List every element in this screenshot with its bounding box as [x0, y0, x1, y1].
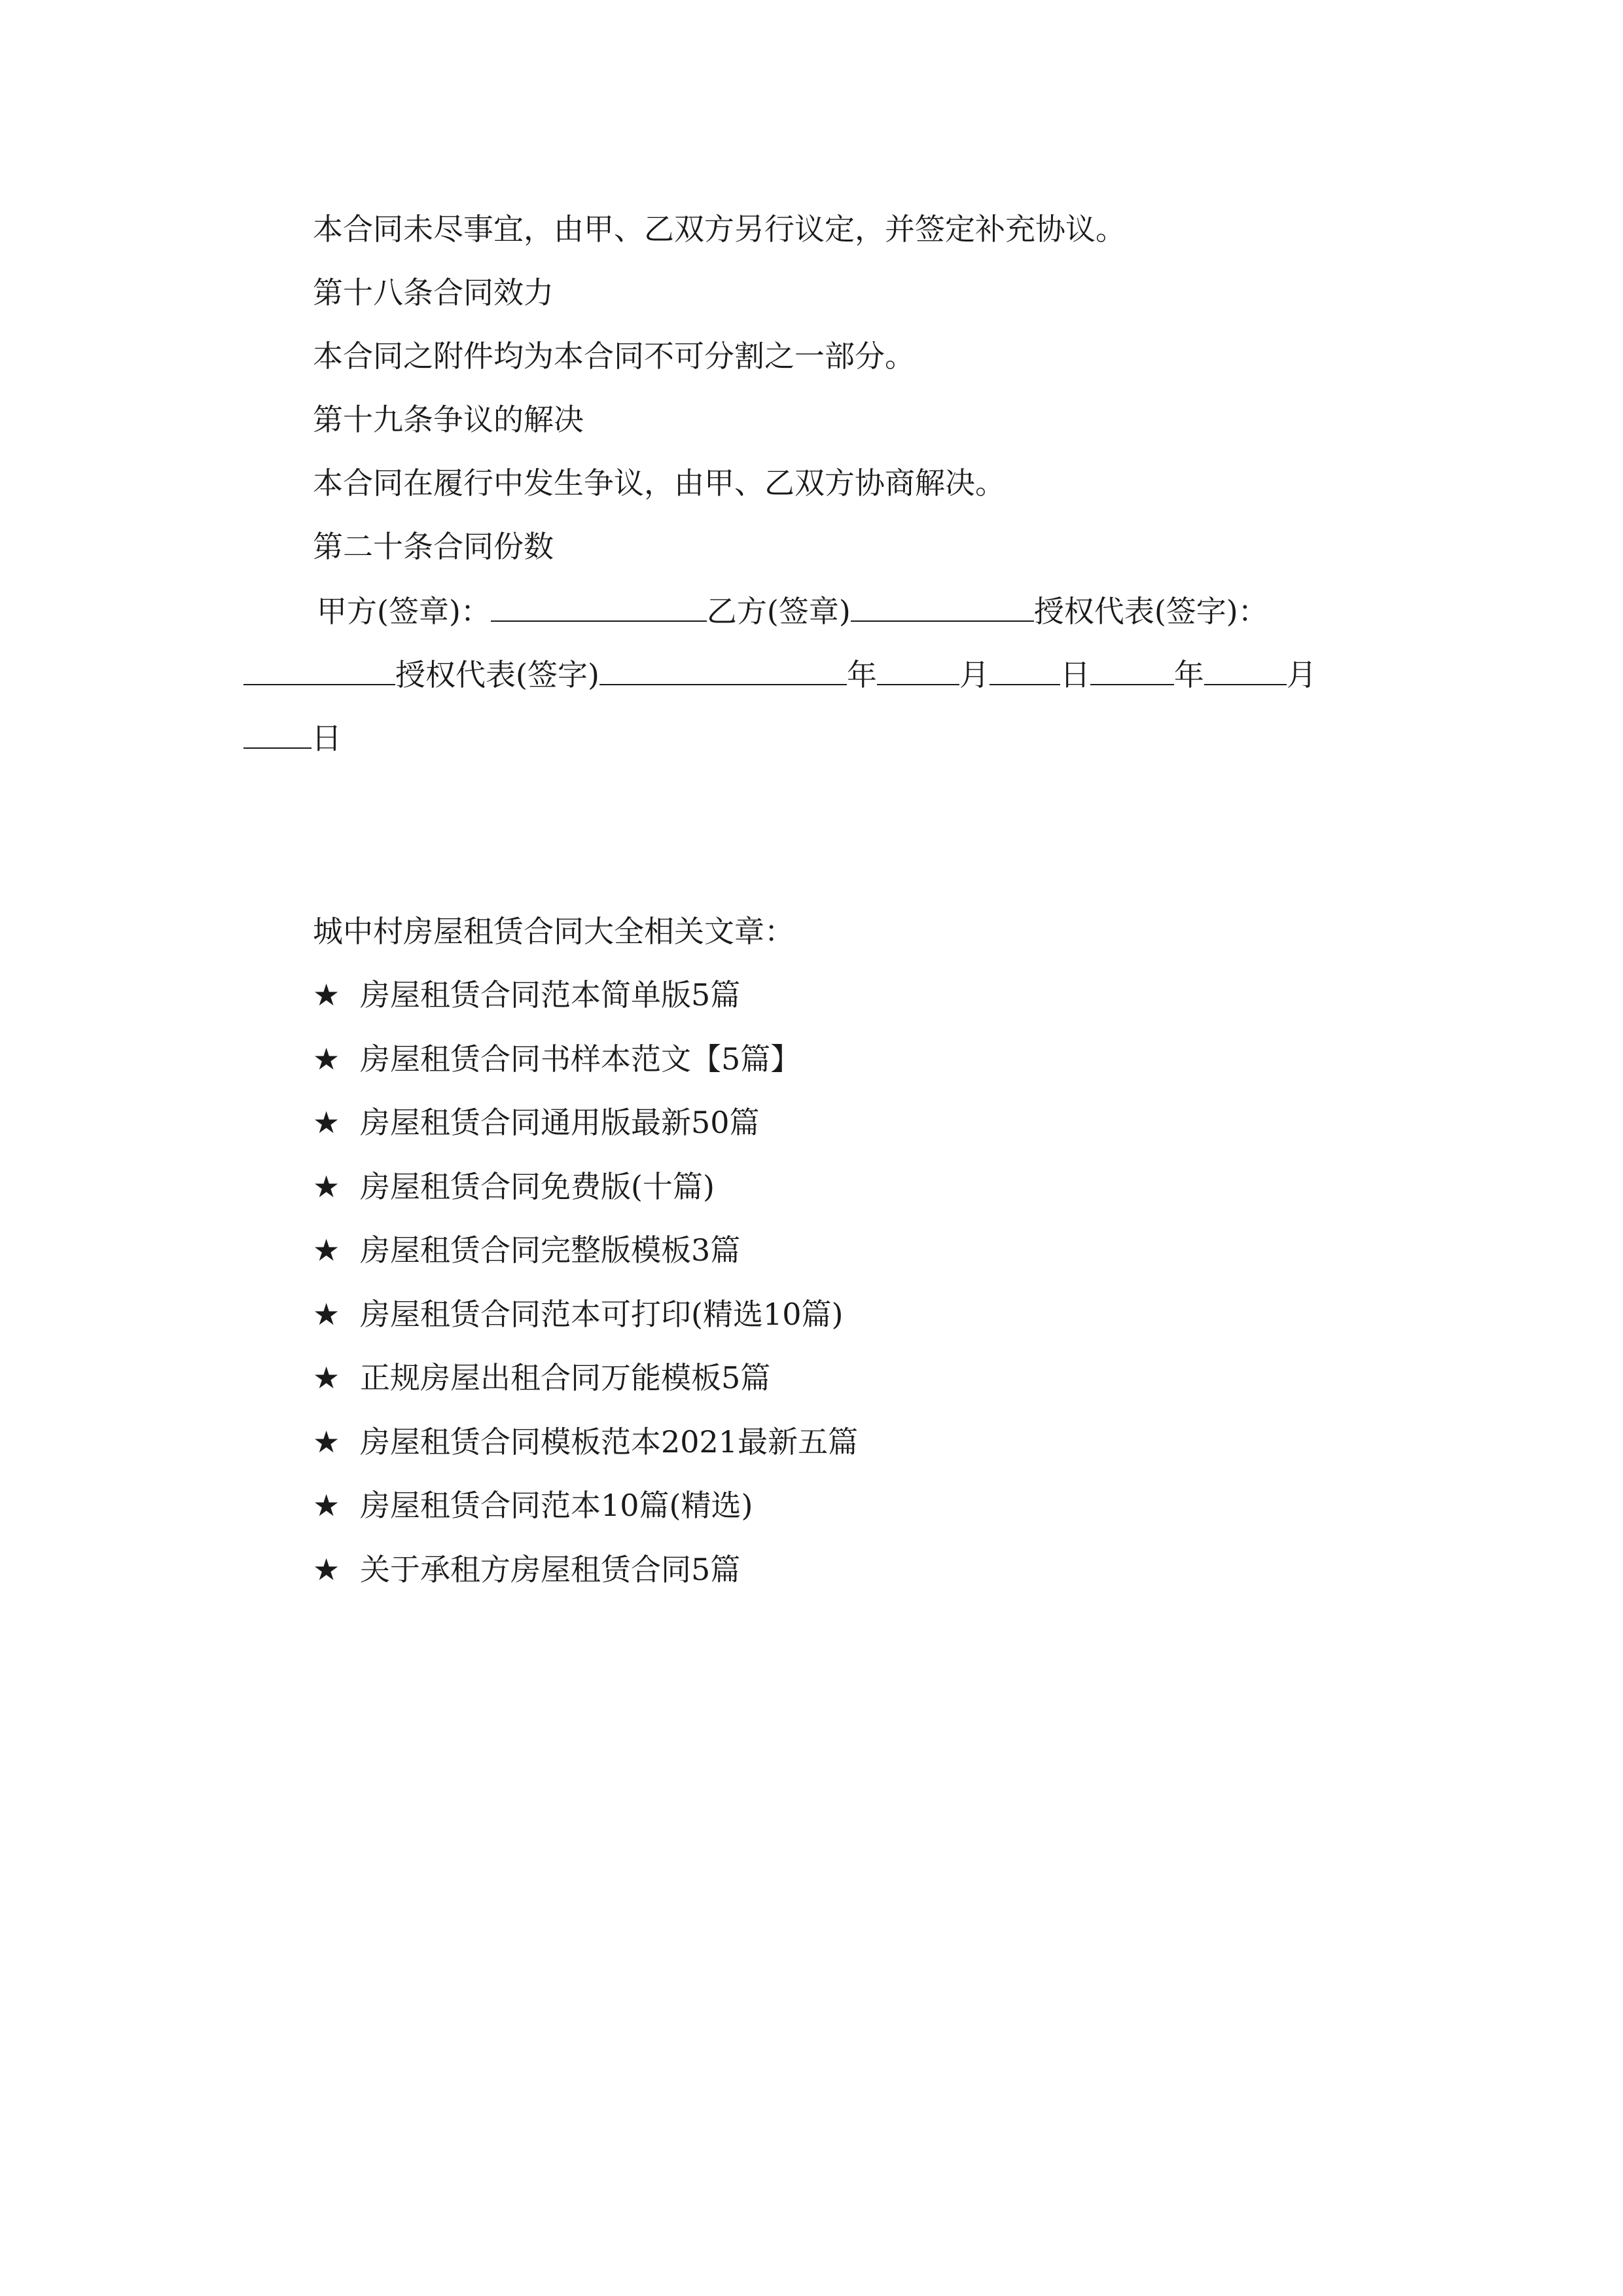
star-icon: ★ [313, 1105, 340, 1140]
year-blank-b[interactable] [1204, 654, 1287, 685]
star-icon: ★ [313, 1424, 340, 1460]
related-article-item[interactable] [313, 1039, 858, 1103]
related-article-link[interactable]: 房屋租赁合同完整版模板3篇 [360, 1232, 741, 1268]
year-label-a: 年 [846, 657, 877, 692]
party-a-blank[interactable] [491, 590, 707, 622]
party-a-label: 甲方(签章)： [317, 594, 491, 629]
star-icon: ★ [313, 977, 340, 1013]
article-20-heading: 第二十条合同份数 [313, 529, 554, 564]
related-article-link[interactable]: 正规房屋出租合同万能模板5篇 [360, 1360, 771, 1395]
related-article-item[interactable] [313, 1422, 858, 1486]
paragraph-attachments: 本合同之附件均为本合同不可分割之一部分。 [313, 338, 915, 374]
month-label-b: 月 [1286, 657, 1317, 692]
article-18-heading: 第十八条合同效力 [313, 275, 554, 310]
rep-a-blank[interactable] [243, 654, 395, 685]
signature-row-2 [243, 654, 1382, 694]
star-icon: ★ [313, 1232, 340, 1268]
related-article-item[interactable] [313, 1230, 858, 1295]
related-article-item[interactable] [313, 975, 858, 1039]
day-label-a: 日 [1060, 657, 1090, 692]
month-blank-a[interactable] [990, 654, 1060, 685]
related-article-link[interactable]: 关于承租方房屋租赁合同5篇 [360, 1551, 741, 1587]
star-icon: ★ [313, 1296, 340, 1332]
related-article-link[interactable]: 房屋租赁合同范本10篇(精选) [360, 1488, 753, 1523]
paragraph-supplementary: 本合同未尽事宜，由甲、乙双方另行议定，并签定补充协议。 [313, 211, 1126, 247]
related-articles-list [313, 975, 858, 1613]
month-blank-b[interactable] [243, 717, 312, 749]
article-19-heading: 第十九条争议的解决 [313, 402, 584, 437]
related-article-link[interactable]: 房屋租赁合同书样本范文【5篇】 [360, 1041, 801, 1077]
star-icon: ★ [313, 1360, 340, 1395]
rep-a-label: 授权代表(签字)： [1033, 594, 1268, 629]
related-article-link[interactable]: 房屋租赁合同范本可打印(精选10篇) [360, 1296, 844, 1332]
party-b-blank[interactable] [851, 590, 1034, 622]
related-articles-heading: 城中村房屋租赁合同大全相关文章： [313, 914, 794, 949]
day-label-b: 日 [312, 721, 342, 756]
related-article-link[interactable]: 房屋租赁合同通用版最新50篇 [360, 1105, 760, 1140]
star-icon: ★ [313, 1551, 340, 1587]
day-blank-a[interactable] [1090, 654, 1174, 685]
star-icon: ★ [313, 1041, 340, 1077]
related-article-link[interactable]: 房屋租赁合同范本简单版5篇 [360, 977, 741, 1013]
paragraph-dispute: 本合同在履行中发生争议，由甲、乙双方协商解决。 [313, 465, 1005, 501]
related-article-link[interactable]: 房屋租赁合同免费版(十篇) [360, 1168, 715, 1204]
related-article-item[interactable] [313, 1167, 858, 1231]
party-b-label: 乙方(签章) [706, 594, 851, 629]
year-blank-a[interactable] [877, 654, 959, 685]
related-article-item[interactable] [313, 1358, 858, 1422]
signature-row-1 [317, 590, 1455, 631]
signature-row-3 [243, 717, 1382, 758]
related-article-item[interactable] [313, 1295, 858, 1359]
related-article-item[interactable] [313, 1550, 858, 1614]
related-article-link[interactable]: 房屋租赁合同模板范本2021最新五篇 [360, 1424, 859, 1460]
related-article-item[interactable] [313, 1486, 858, 1550]
month-label-a: 月 [959, 657, 990, 692]
rep-b-blank[interactable] [599, 654, 847, 685]
star-icon: ★ [313, 1168, 340, 1204]
year-label-b: 年 [1173, 657, 1204, 692]
star-icon: ★ [313, 1488, 340, 1523]
related-article-item[interactable] [313, 1103, 858, 1167]
rep-b-label: 授权代表(签字) [395, 657, 599, 692]
